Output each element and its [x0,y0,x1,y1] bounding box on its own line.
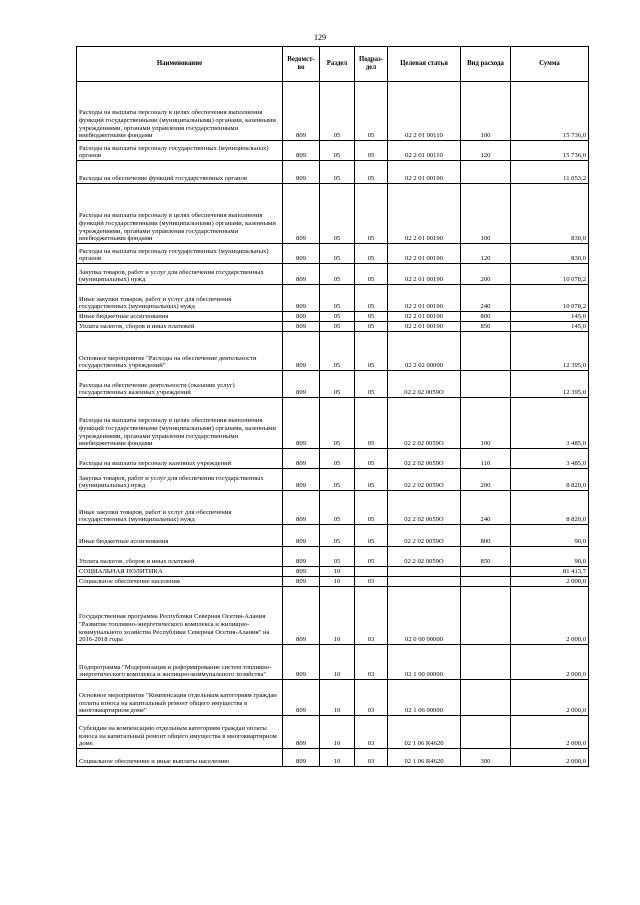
row-razdel: 05 [320,244,355,264]
row-statya: 02 2 01 00190 [388,264,461,285]
row-vedomstvo: 809 [283,491,320,525]
table-row [77,469,589,491]
row-podrazdel: 03 [355,716,388,749]
row-razdel: 05 [320,332,355,371]
row-name: Расходы на обеспечение функций государственных органов [77,161,283,184]
header-razdel: Раздел [320,47,355,82]
table-row [77,547,589,567]
row-podrazdel: 05 [355,322,388,332]
row-vedomstvo: 809 [283,398,320,449]
row-name: Иные бюджетные ассигнования [77,312,283,322]
row-podrazdel: 05 [355,371,388,398]
row-name: Уплата налогов, сборов и иных платежей [77,322,283,332]
row-name: Расходы на выплаты персоналу казенных учреждений [77,449,283,469]
row-vid-raskhoda: 850 [461,547,511,567]
row-summa: 2 000,0 [511,587,589,645]
row-vedomstvo: 809 [283,547,320,567]
row-summa: 12 395,0 [511,332,589,371]
row-statya: 02 2 02 0059O [388,547,461,567]
row-summa: 2 000,0 [511,680,589,716]
row-summa: 8 820,0 [511,469,589,491]
table-header-row [77,47,589,82]
table-row [77,577,589,587]
row-statya: 02 2 01 00190 [388,161,461,184]
row-podrazdel: 05 [355,82,388,141]
row-summa: 90,0 [511,525,589,547]
row-name: Подпрограмма "Модернизация и реформирование систем топливно-энергетического комплекса и жилищно-коммунального хозяйства" [77,645,283,680]
row-vid-raskhoda [461,680,511,716]
row-statya: 02 1 00 00000 [388,645,461,680]
row-vedomstvo: 809 [283,184,320,244]
row-vedomstvo: 809 [283,141,320,161]
page-number: 129 [314,33,326,42]
row-summa: 81 413,7 [511,567,589,577]
row-podrazdel: 05 [355,312,388,322]
row-statya: 02 2 01 00110 [388,141,461,161]
row-razdel: 05 [320,285,355,312]
table-row [77,645,589,680]
row-vedomstvo: 809 [283,82,320,141]
row-name: Иные закупки товаров, работ и услуг для обеспечения государственных (муниципальных) нужд [77,491,283,525]
row-name: Расходы на выплаты персоналу государственных (муниципальных) органов [77,141,283,161]
row-vid-raskhoda: 100 [461,398,511,449]
row-name: Расходы на выплаты персоналу в целях обеспечения выполнения функций государственными (муниципальными) органами, казенными учреждениями, органами управления государственными внебюджетными фондами [77,398,283,449]
row-vid-raskhoda: 800 [461,525,511,547]
row-podrazdel: 03 [355,645,388,680]
row-razdel: 05 [320,161,355,184]
table-row [77,716,589,749]
row-vid-raskhoda: 120 [461,244,511,264]
budget-table [76,46,589,767]
row-name: Иные закупки товаров, работ и услуг для обеспечения государственных (муниципальных) нужд [77,285,283,312]
row-razdel: 05 [320,449,355,469]
row-podrazdel: 05 [355,332,388,371]
row-statya: 02 2 01 00110 [388,82,461,141]
row-name: Основное мероприятие "Расходы на обеспечение деятельности государственных учреждений" [77,332,283,371]
row-vedomstvo: 809 [283,264,320,285]
row-podrazdel: 05 [355,525,388,547]
row-vid-raskhoda [461,716,511,749]
row-vedomstvo: 809 [283,525,320,547]
row-statya: 02 2 01 00190 [388,285,461,312]
row-podrazdel: 05 [355,491,388,525]
row-podrazdel: 05 [355,285,388,312]
row-vid-raskhoda: 240 [461,491,511,525]
row-statya: 02 2 02 0059O [388,398,461,449]
row-name: Закупка товаров, работ и услуг для обеспечения государственных (муниципальных) нужд [77,469,283,491]
row-summa: 3 485,0 [511,398,589,449]
row-statya: 02 2 02 0059O [388,525,461,547]
row-name: Государственная программа Республики Северная Осетия-Алания "Развитие топливно-энергетического комплекса и жилищно-коммунального хозяйства Республики Северная Осетия-Алания" на 2016-2018 годы [77,587,283,645]
row-statya: 02 2 01 00190 [388,184,461,244]
row-vid-raskhoda [461,577,511,587]
table-row [77,184,589,244]
row-razdel: 10 [320,567,355,577]
row-vid-raskhoda: 120 [461,141,511,161]
row-vid-raskhoda: 300 [461,749,511,767]
table-row [77,371,589,398]
row-name: Расходы на обеспечение деятельности (оказание услуг) государственных казенных учреждений [77,371,283,398]
header-vedomstvo: Ведомст-во [283,47,320,82]
row-vid-raskhoda [461,332,511,371]
row-summa: 2 000,0 [511,645,589,680]
table-row [77,161,589,184]
row-razdel: 05 [320,184,355,244]
row-podrazdel: 05 [355,141,388,161]
row-vedomstvo: 809 [283,680,320,716]
table-row [77,398,589,449]
row-vedomstvo: 809 [283,587,320,645]
row-podrazdel [355,567,388,577]
row-razdel: 05 [320,371,355,398]
row-name: СОЦИАЛЬНАЯ ПОЛИТИКА [77,567,283,577]
row-summa: 12 395,0 [511,371,589,398]
row-podrazdel: 05 [355,161,388,184]
row-razdel: 05 [320,264,355,285]
row-razdel: 05 [320,312,355,322]
row-summa: 3 485,0 [511,449,589,469]
row-name: Иные бюджетные ассигнования [77,525,283,547]
row-vid-raskhoda: 800 [461,312,511,322]
row-vedomstvo: 809 [283,285,320,312]
row-vid-raskhoda [461,161,511,184]
row-statya: 02 2 02 0059O [388,371,461,398]
row-summa: 2 000,0 [511,716,589,749]
row-podrazdel: 05 [355,398,388,449]
row-name: Основное мероприятие "Компенсация отдельным категориям граждан оплаты взноса на капитальный ремонт общего имущества в многоквартирном доме" [77,680,283,716]
row-summa: 145,0 [511,322,589,332]
row-summa: 2 000,0 [511,749,589,767]
row-vedomstvo: 809 [283,567,320,577]
table-row [77,449,589,469]
table-row [77,525,589,547]
row-razdel: 05 [320,547,355,567]
header-vid-raskhoda: Вид расхода [461,47,511,82]
row-razdel: 10 [320,577,355,587]
table-row [77,567,589,577]
row-name: Расходы на выплаты персоналу государственных (муниципальных) органов [77,244,283,264]
row-name: Расходы на выплаты персоналу в целях обеспечения выполнения функций государственными (муниципальными) органами, казенными учреждениями, органами управления государственными внебюджетными фондами [77,184,283,244]
table-row [77,680,589,716]
table-row [77,491,589,525]
row-razdel: 10 [320,716,355,749]
row-razdel: 10 [320,587,355,645]
row-statya: 02 0 00 00000 [388,587,461,645]
row-vedomstvo: 809 [283,161,320,184]
table-row [77,82,589,141]
row-vedomstvo: 809 [283,332,320,371]
row-statya: 02 2 01 00190 [388,312,461,322]
row-name: Закупка товаров, работ и услуг для обеспечения государственных (муниципальных) нужд [77,264,283,285]
row-podrazdel: 05 [355,449,388,469]
row-summa: 830,0 [511,244,589,264]
table-row [77,587,589,645]
header-statya: Целевая статья [388,47,461,82]
row-vid-raskhoda: 200 [461,264,511,285]
row-summa: 11 053,2 [511,161,589,184]
row-razdel: 10 [320,645,355,680]
row-summa: 830,0 [511,184,589,244]
row-vedomstvo: 809 [283,716,320,749]
table-row [77,264,589,285]
row-statya: 02 1 06 00000 [388,680,461,716]
header-summa: Сумма [511,47,589,82]
row-vid-raskhoda [461,645,511,680]
row-statya: 02 2 02 00000 [388,332,461,371]
row-podrazdel: 03 [355,577,388,587]
row-name: Социальное обеспечение и иные выплаты населению [77,749,283,767]
row-podrazdel: 05 [355,547,388,567]
row-vid-raskhoda [461,371,511,398]
row-statya [388,567,461,577]
row-vedomstvo: 809 [283,322,320,332]
row-vedomstvo: 809 [283,469,320,491]
row-vedomstvo: 809 [283,312,320,322]
row-summa: 15 736,0 [511,141,589,161]
row-vedomstvo: 809 [283,577,320,587]
row-statya: 02 2 02 0059O [388,491,461,525]
row-razdel: 05 [320,141,355,161]
row-vedomstvo: 809 [283,645,320,680]
row-vid-raskhoda [461,567,511,577]
row-vid-raskhoda: 240 [461,285,511,312]
row-vedomstvo: 809 [283,371,320,398]
row-razdel: 10 [320,680,355,716]
row-vedomstvo: 809 [283,244,320,264]
row-vedomstvo: 809 [283,749,320,767]
row-podrazdel: 05 [355,469,388,491]
table-row [77,312,589,322]
row-vid-raskhoda: 200 [461,469,511,491]
row-statya: 02 1 06 R4620 [388,716,461,749]
table-row [77,332,589,371]
row-summa: 145,0 [511,312,589,322]
row-razdel: 05 [320,491,355,525]
row-vid-raskhoda [461,587,511,645]
row-name: Социальное обеспечение населения [77,577,283,587]
row-summa: 2 000,0 [511,577,589,587]
row-vid-raskhoda: 100 [461,184,511,244]
row-vid-raskhoda: 110 [461,449,511,469]
row-summa: 10 078,2 [511,285,589,312]
row-name: Уплата налогов, сборов и иных платежей [77,547,283,567]
row-name: Субсидии на компенсацию отдельным категориям граждан оплаты взноса на капитальный ремонт общего имущества в многоквартирном доме. [77,716,283,749]
row-statya: 02 1 06 R4620 [388,749,461,767]
row-summa: 8 820,0 [511,491,589,525]
row-statya: 02 2 02 0059O [388,449,461,469]
row-vid-raskhoda: 100 [461,82,511,141]
row-vid-raskhoda: 850 [461,322,511,332]
row-statya: 02 2 02 0059O [388,469,461,491]
row-podrazdel: 05 [355,244,388,264]
row-podrazdel: 03 [355,680,388,716]
row-podrazdel: 03 [355,587,388,645]
table-row [77,285,589,312]
row-podrazdel: 05 [355,264,388,285]
row-razdel: 10 [320,749,355,767]
table-row [77,141,589,161]
row-statya: 02 2 01 00190 [388,244,461,264]
row-razdel: 05 [320,82,355,141]
row-statya: 02 2 01 00190 [388,322,461,332]
header-name: Наименование [77,47,283,82]
row-razdel: 05 [320,398,355,449]
row-statya [388,577,461,587]
row-summa: 90,0 [511,547,589,567]
row-summa: 10 078,2 [511,264,589,285]
table-row [77,322,589,332]
row-razdel: 05 [320,525,355,547]
table-row [77,749,589,767]
row-podrazdel: 03 [355,749,388,767]
row-razdel: 05 [320,322,355,332]
row-vedomstvo: 809 [283,449,320,469]
table-row [77,244,589,264]
header-podrazdel: Подраз-дел [355,47,388,82]
row-podrazdel: 05 [355,184,388,244]
row-summa: 15 736,0 [511,82,589,141]
row-razdel: 05 [320,469,355,491]
row-name: Расходы на выплаты персоналу в целях обеспечения выполнения функций государственными (муниципальными) органами, казенными учреждениями, органами управления государственными внебюджетными фондами [77,82,283,141]
